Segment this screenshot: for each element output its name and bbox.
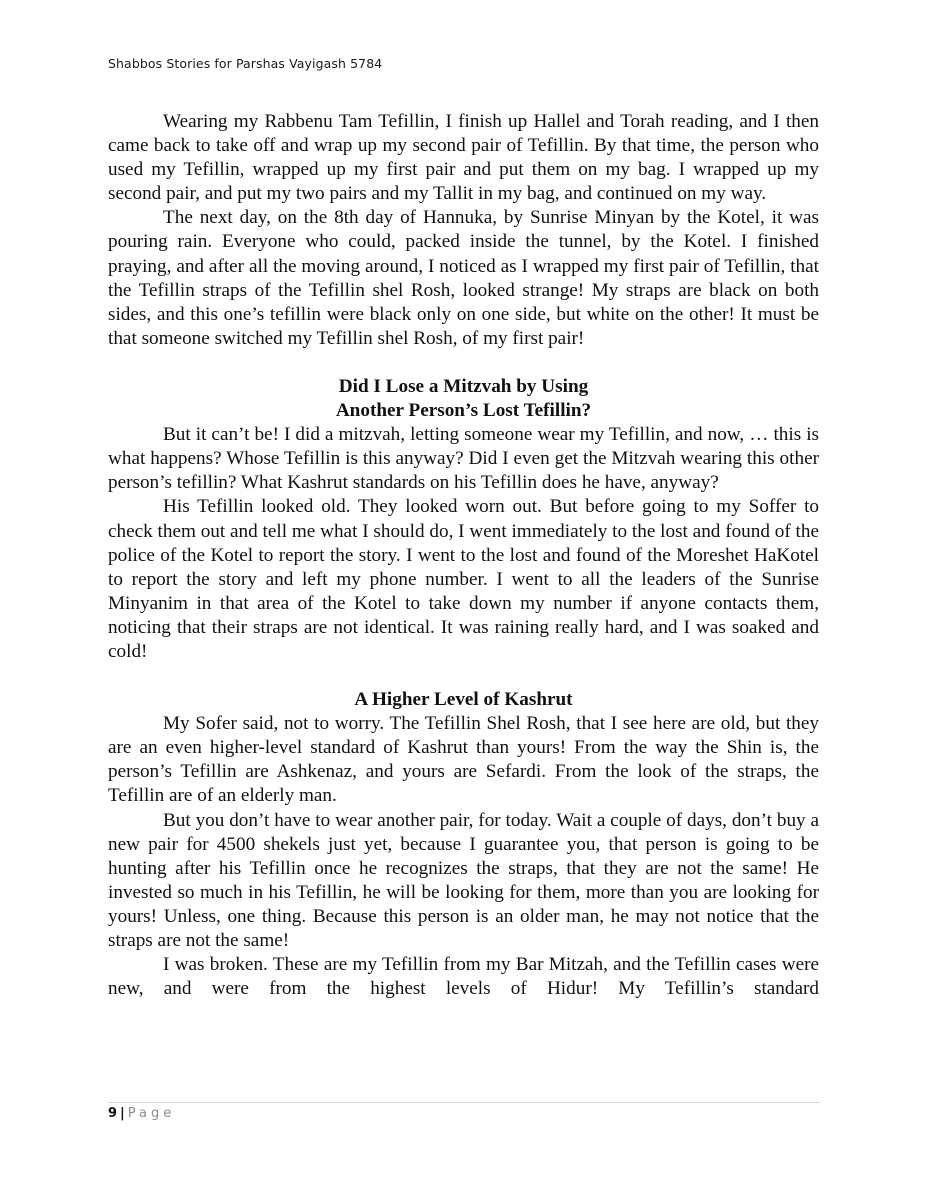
- document-body: [108, 110, 819, 1001]
- page-number: 9: [108, 1106, 118, 1121]
- section-heading: A Higher Level of Kashrut: [354, 689, 573, 711]
- section-heading: [108, 375, 819, 423]
- paragraph: I was broken. These are my Tefillin from my Bar Mitzah, and the Tefillin cases were new, and were from the highest levels of Hidur! My Tefillin’s standard: [108, 954, 819, 1000]
- footer-separator: |: [120, 1106, 125, 1121]
- section-heading-line: Did I Lose a Mitzvah by Using: [338, 375, 589, 397]
- paragraph: The next day, on the 8th day of Hannuka, by Sunrise Minyan by the Kotel, it was pouring rain. Everyone who could, packed inside the tunnel, by the Kotel. I finished praying, and after all the moving around, I noticed as I wrapped my first pair of Tefillin, that the Tefillin straps of the Tefillin shel Rosh, looked strange! My straps are black on both sides, and this one’s tefillin were black only on one side, but white on the other! It must be that someone switched my Tefillin shel Rosh, of my first pair!: [108, 207, 819, 349]
- footer-divider: [108, 1102, 820, 1103]
- running-header: Shabbos Stories for Parshas Vayigash 5784: [108, 56, 383, 71]
- paragraph: But it can’t be! I did a mitzvah, letting someone wear my Tefillin, and now, … this is what happens? Whose Tefillin is this anyway? Did I even get the Mitzvah wearing this other person’s tefillin? What Kashrut standards on his Tefillin does he have, anyway?: [108, 424, 819, 494]
- paragraph: My Sofer said, not to worry. The Tefillin Shel Rosh, that I see here are old, but they are an even higher-level standard of Kashrut than yours! From the way the Shin is, the person’s Tefillin are Ashkenaz, and yours are Sefardi. From the look of the straps, the Tefillin are of an elderly man.: [108, 713, 819, 807]
- page-label: Page: [127, 1106, 176, 1121]
- paragraph: But you don’t have to wear another pair, for today. Wait a couple of days, don’t buy a new pair for 4500 shekels just yet, because I guarantee you, that person is going to be hunting after his Tefillin once he recognizes the straps, that they are not the same! He invested so much in his Tefillin, he will be looking for them, more than you are looking for yours! Unless, one thing. Because this person is an older man, he may not notice that the straps are not the same!: [108, 809, 819, 951]
- section-heading-line: Another Person’s Lost Tefillin?: [335, 400, 592, 422]
- paragraph: His Tefillin looked old. They looked worn out. But before going to my Soffer to check them out and tell me what I should do, I went immediately to the lost and found of the police of the Kotel to report the story. I went to the lost and found of the Moreshet HaKotel to report the story and left my phone number. I went to all the leaders of the Sunrise Minyanim in that area of the Kotel to take down my number if anyone contacts them, noticing that their straps are not identical. It was raining really hard, and I was soaked and cold!: [108, 496, 819, 662]
- spacer: [108, 664, 819, 688]
- spacer: [108, 351, 819, 375]
- page-footer: [108, 1106, 175, 1121]
- paragraph: Wearing my Rabbenu Tam Tefillin, I finish up Hallel and Torah reading, and I then came back to take off and wrap up my second pair of Tefillin. By that time, the person who used my Tefillin, wrapped up my first pair and put them on my bag. I wrapped up my second pair, and put my two pairs and my Tallit in my bag, and continued on my way.: [108, 111, 819, 205]
